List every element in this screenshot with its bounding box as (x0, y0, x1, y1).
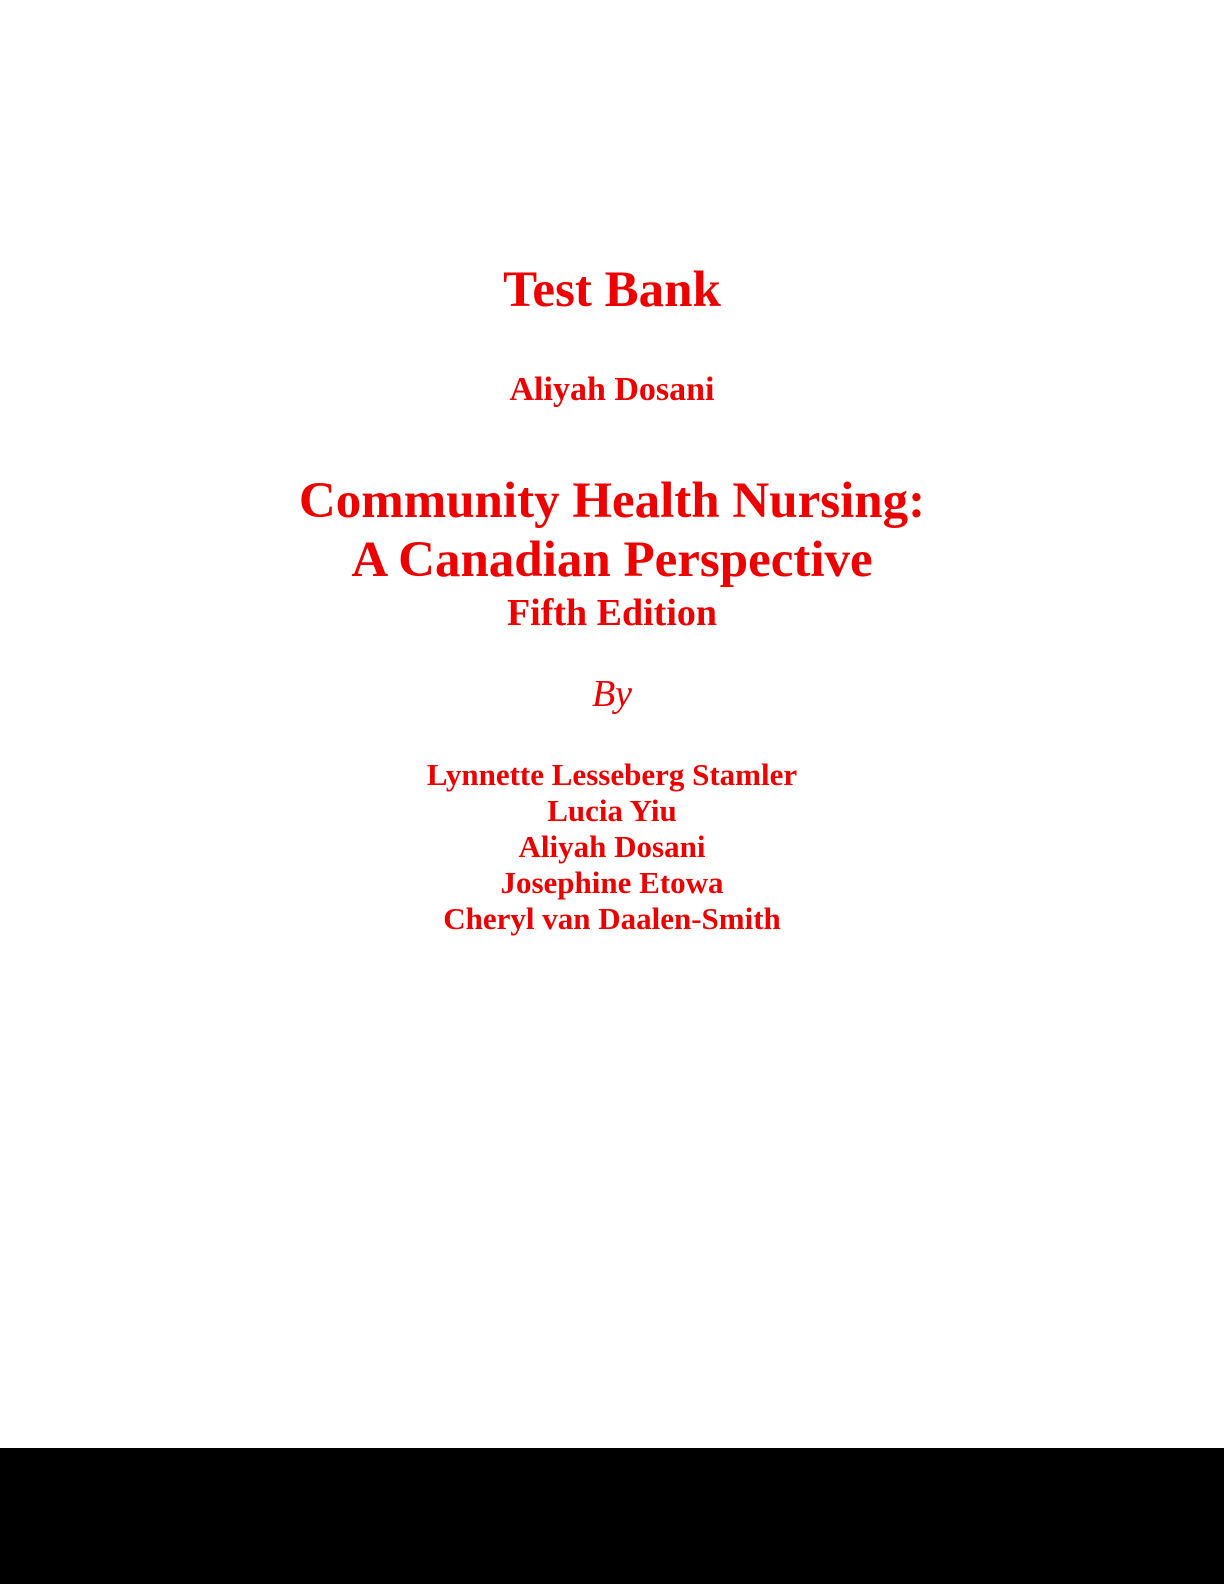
author-name: Cheryl van Daalen-Smith (443, 901, 781, 936)
book-title-line-2: A Canadian Perspective (351, 532, 873, 588)
author-name: Aliyah Dosani (518, 829, 706, 864)
by-label: By (591, 673, 633, 715)
test-bank-author: Aliyah Dosani (509, 371, 715, 408)
author-name: Josephine Etowa (500, 865, 724, 900)
author-name: Lynnette Lesseberg Stamler (426, 757, 798, 792)
book-title-line-1: Community Health Nursing: (298, 473, 926, 529)
document-type-heading: Test Bank (503, 262, 721, 318)
bottom-black-bar (0, 1448, 1224, 1584)
author-name: Lucia Yiu (547, 793, 677, 828)
edition-label: Fifth Edition (506, 592, 718, 634)
